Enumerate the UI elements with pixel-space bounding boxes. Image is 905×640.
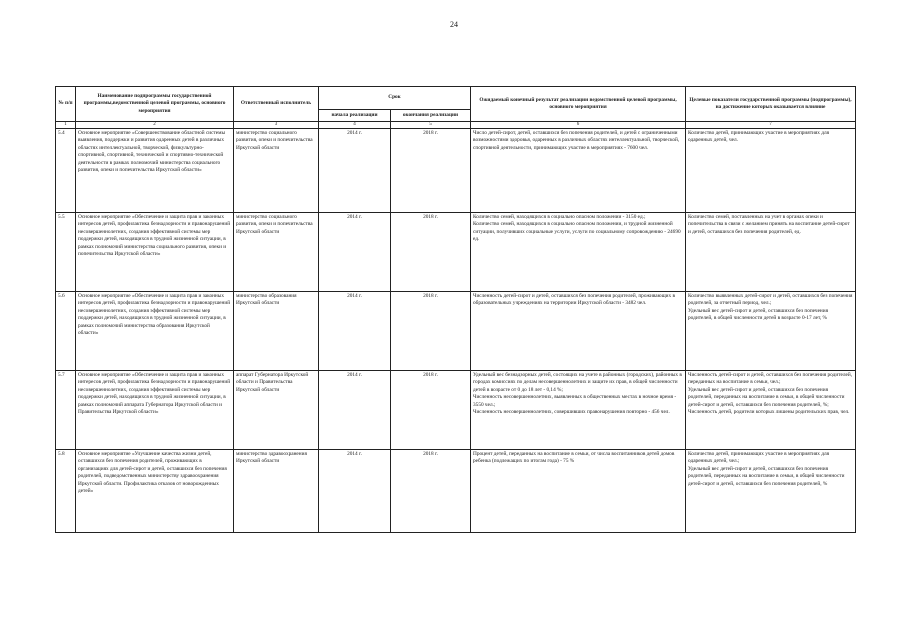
page-number: 24: [450, 20, 458, 29]
header-result: Ожидаемый конечный результат реализации ведомственной целевой программы, основного мероприятия: [471, 87, 686, 122]
row-num: 5.7: [56, 371, 76, 450]
row-result: Процент детей, переданных на воспитание в семьи, от числа воспитанников детей домов ребенка (подлежащих по итогам года) - 75 %: [471, 450, 686, 533]
program-table: [55, 86, 856, 533]
header-row: [56, 87, 856, 110]
row-name: Основное мероприятие «Обеспечение и защита прав и законных интересов детей, профилактика безнадзорности и правонарушений несовершеннолетних, создания эффективной системы мер поддержки детей, находящихся в трудной жизненной ситуации, в рамках полномочий аппарата Губернатора Иркутской области и Правительства Иркутской области»: [76, 371, 234, 450]
col-number: 1: [56, 122, 76, 129]
col-number: 5: [391, 122, 471, 129]
row-indicators: Численность детей-сирот и детей, оставшихся без попечения родителей, переданных на воспитание в семьи, чел.; Удельный вес детей-сирот и детей, оставшихся без попечения родителей, переданных на воспитание в семьи, в общей численности детей-сирот и детей, оставшихся без попечения родителей, %; Численность детей, родители которых лишены родительских прав, чел.: [686, 371, 856, 450]
row-num: 5.8: [56, 450, 76, 533]
col-number: 3: [234, 122, 319, 129]
row-result: Удельный вес безнадзорных детей, состоящих на учете в районных (городских), районных в городах комиссиях по делам несовершеннолетних и защите их прав, в общей численности детей в возрасте от 0 до 18 лет - 0,14 %; Численность несовершеннолетних, выявленных в общественных местах в ночное время - 3550 чел.; Численность несовершеннолетних, совершивших правонарушения повторно - 456 чел.: [471, 371, 686, 450]
row-end: 2018 г.: [391, 450, 471, 533]
header-name: Наименование подпрограммы государственной программы,ведомственной целевой программы, основного мероприятия: [76, 87, 234, 122]
row-responsible: министерство социального развития, опеки и попечительства Иркутской области: [234, 213, 319, 292]
row-end: 2018 г.: [391, 371, 471, 450]
row-indicators: Количество семей, поставленных на учет в органах опеки и попечительства в связи с желанием принять на воспитание детей-сирот и детей, оставшихся без попечения родителей, ед.: [686, 213, 856, 292]
table-row: [56, 129, 856, 213]
row-indicators: Количество детей, принимающих участие в мероприятиях для одаренных детей, чел.; Удельный вес детей-сирот и детей, оставшихся без попечения родителей, переданных на воспитание в семьи, в общей численности детей-сирот и детей, оставшихся без попечения родителей, %: [686, 450, 856, 533]
row-result: Количество семей, находящихся в социально опасном положении - 3150 ед.; Количество семей, находящихся в социально опасном положении, и трудной жизненной ситуации, получивших социальные услуги, услуги по социальному сопровождению - 24690 ед.: [471, 213, 686, 292]
table-row: [56, 371, 856, 450]
header-start: начала реализации: [319, 110, 391, 122]
row-result: Число детей-сирот, детей, оставшихся без попечения родителей, и детей с ограниченными возможностями здоровья, одаренных в различных областях интеллектуальной, творческой, спортивной деятельности, принимающих участие в мероприятиях - 7600 чел.: [471, 129, 686, 213]
header-indicators: Целевые показатели государственной программы (подпрограммы), на достижение которых оказывается влияние: [686, 87, 856, 122]
row-name: Основное мероприятие «Обеспечение и защита прав и законных интересов детей, профилактика безнадзорности и правонарушений несовершеннолетних, создания эффективной системы мер поддержки детей, находящихся в трудной жизненной ситуации, в рамках полномочий министерства социального развития, опеки и попечительства Иркутской области»: [76, 213, 234, 292]
row-name: Основное мероприятие «Улучшение качества жизни детей, оставшихся без попечения родителей, проживающих в организациях для детей-сирот и детей, оставшихся без попечения родителей, подведомственных министерству здравоохранения Иркутской области. Профилактика отказов от новорожденных детей»: [76, 450, 234, 533]
header-end: окончания реализации: [391, 110, 471, 122]
row-indicators: Количество детей, принимающих участие в мероприятиях для одаренных детей, чел.: [686, 129, 856, 213]
row-start: 2014 г.: [319, 450, 391, 533]
table-row: [56, 292, 856, 371]
row-responsible: министерство здравоохранения Иркутской области: [234, 450, 319, 533]
row-end: 2018 г.: [391, 129, 471, 213]
row-result: Численность детей-сирот и детей, оставшихся без попечения родителей, проживающих в образовательных учреждениях на территории Иркутской области - 3482 чел.: [471, 292, 686, 371]
col-number: 4: [319, 122, 391, 129]
row-num: 5.6: [56, 292, 76, 371]
row-start: 2014 г.: [319, 371, 391, 450]
row-start: 2014 г.: [319, 213, 391, 292]
header-responsible: Ответственный исполнитель: [234, 87, 319, 122]
row-end: 2018 г.: [391, 292, 471, 371]
row-name: Основное мероприятие «Совершенствование областной системы выявления, поддержки и развития одаренных детей в различных областях интеллектуальной, творческой, физкультурно-спортивной, спортивной, технической и спортивно-технической деятельности в рамках полномочий министерства социального развития, опеки и попечительства Иркутской области»: [76, 129, 234, 213]
table-row: [56, 213, 856, 292]
row-num: 5.5: [56, 213, 76, 292]
col-number: 2: [76, 122, 234, 129]
header-num: № п/п: [56, 87, 76, 122]
header-term: Срок: [319, 87, 471, 110]
row-indicators: Количество выявленных детей-сирот и детей, оставшихся без попечения родителей, за отчетный период, чел.; Удельный вес детей-сирот и детей, оставшихся без попечения родителей, в общей численности детей в возрасте 0-17 лет, %: [686, 292, 856, 371]
row-end: 2018 г.: [391, 213, 471, 292]
row-num: 5.4: [56, 129, 76, 213]
row-responsible: министерство образования Иркутской области: [234, 292, 319, 371]
col-number: 6: [471, 122, 686, 129]
row-name: Основное мероприятие «Обеспечение и защита прав и законных интересов детей, профилактика безнадзорности и правонарушений несовершеннолетних, создания эффективной системы мер поддержки детей, находящихся в трудной жизненной ситуации, в рамках полномочий министерства образования Иркутской области»: [76, 292, 234, 371]
row-responsible: аппарат Губернатора Иркутской области и Правительства Иркутской области: [234, 371, 319, 450]
row-start: 2014 г.: [319, 292, 391, 371]
row-responsible: министерство социального развития, опеки и попечительства Иркутской области: [234, 129, 319, 213]
col-number: 7: [686, 122, 856, 129]
row-start: 2014 г.: [319, 129, 391, 213]
column-numbers-row: [56, 122, 856, 129]
table-row: [56, 450, 856, 533]
